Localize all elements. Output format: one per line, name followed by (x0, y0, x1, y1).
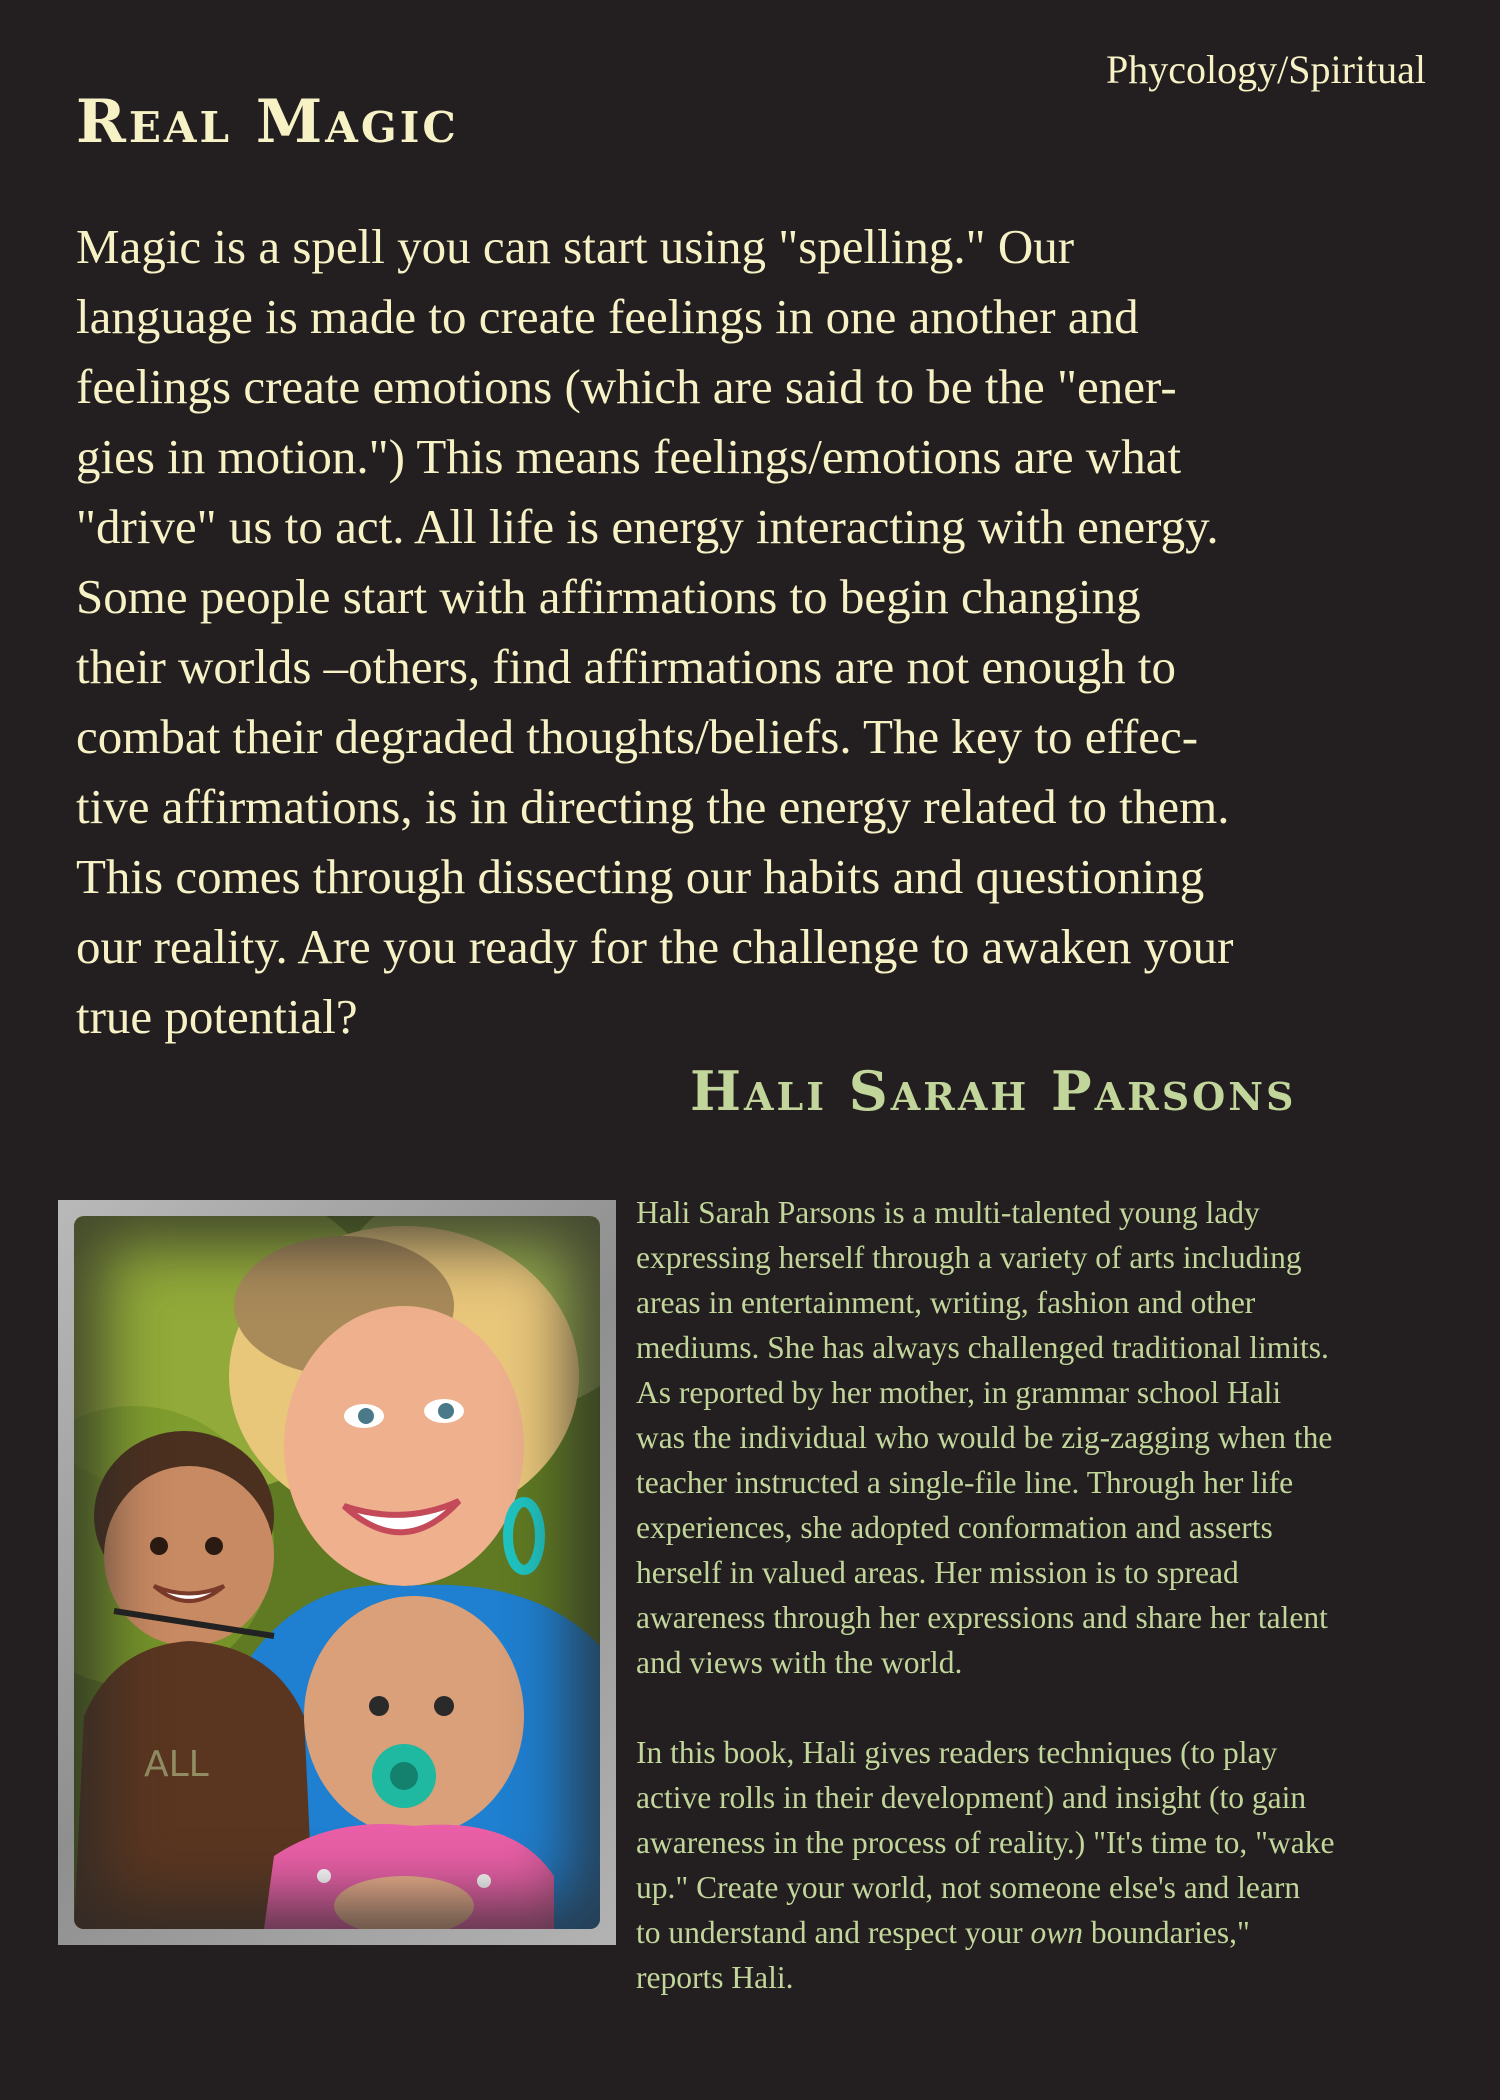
bio-line: active rolls in their development) and insight (to gain (636, 1780, 1307, 1815)
book-title: Real Magic (76, 87, 459, 157)
author-photo-frame (58, 1200, 616, 1945)
blurb-line: feelings create emotions (which are said to be the "ener- (76, 359, 1177, 414)
bio-line: mediums. She has always challenged traditional limits. (636, 1330, 1329, 1365)
bio-text: to understand and respect your (636, 1915, 1031, 1950)
author-name: Hali Sarah Parsons (690, 1059, 1297, 1123)
blurb-line: This comes through dissecting our habits and questioning (76, 849, 1205, 904)
blurb-line: Some people start with affirmations to begin changing (76, 569, 1141, 624)
svg-text:ALL: ALL (144, 1744, 209, 1785)
blurb-line: "drive" us to act. All life is energy interacting with energy. (76, 499, 1219, 554)
category-label: Phycology/Spiritual (1106, 47, 1426, 92)
bio-line: was the individual who would be zig-zagging when the (636, 1420, 1333, 1455)
bio-line: areas in entertainment, writing, fashion and other (636, 1285, 1256, 1320)
blurb-line: combat their degraded thoughts/beliefs. The key to effec- (76, 709, 1199, 764)
blurb-line: Magic is a spell you can start using "spelling." Our (76, 219, 1075, 274)
bio-line: and views with the world. (636, 1645, 963, 1680)
blurb-line: true potential? (76, 989, 358, 1044)
bio-line: herself in valued areas. Her mission is to spread (636, 1555, 1239, 1590)
bio-line: awareness in the process of reality.) "It's time to, "wake (636, 1825, 1335, 1860)
bio-line: up." Create your world, not someone else's and learn (636, 1870, 1301, 1905)
bio-text: boundaries," (1083, 1915, 1250, 1950)
bio-line: teacher instructed a single-file line. Through her life (636, 1465, 1294, 1500)
bio-line: expressing herself through a variety of arts including (636, 1240, 1302, 1275)
bio-line: In this book, Hali gives readers techniques (to play (636, 1735, 1278, 1770)
bio-line: experiences, she adopted conformation and asserts (636, 1510, 1273, 1545)
author-bio (636, 1190, 1446, 2000)
bio-line: As reported by her mother, in grammar school Hali (636, 1375, 1282, 1410)
book-blurb (76, 212, 1426, 1052)
bio-line (636, 1910, 1446, 1955)
blurb-line: tive affirmations, is in directing the energy related to them. (76, 779, 1230, 834)
bio-line: reports Hali. (636, 1960, 794, 1995)
paragraph-gap (636, 1685, 1446, 1730)
bio-line: awareness through her expressions and share her talent (636, 1600, 1328, 1635)
blurb-line: their worlds –others, find affirmations are not enough to (76, 639, 1176, 694)
blurb-line: our reality. Are you ready for the challenge to awaken your (76, 919, 1234, 974)
author-photo-illustration (74, 1216, 600, 1929)
bio-emphasis: own (1030, 1915, 1084, 1950)
author-photo (74, 1216, 600, 1929)
bio-line: Hali Sarah Parsons is a multi-talented young lady (636, 1195, 1260, 1230)
blurb-line: gies in motion.") This means feelings/emotions are what (76, 429, 1182, 484)
blurb-line: language is made to create feelings in one another and (76, 289, 1139, 344)
